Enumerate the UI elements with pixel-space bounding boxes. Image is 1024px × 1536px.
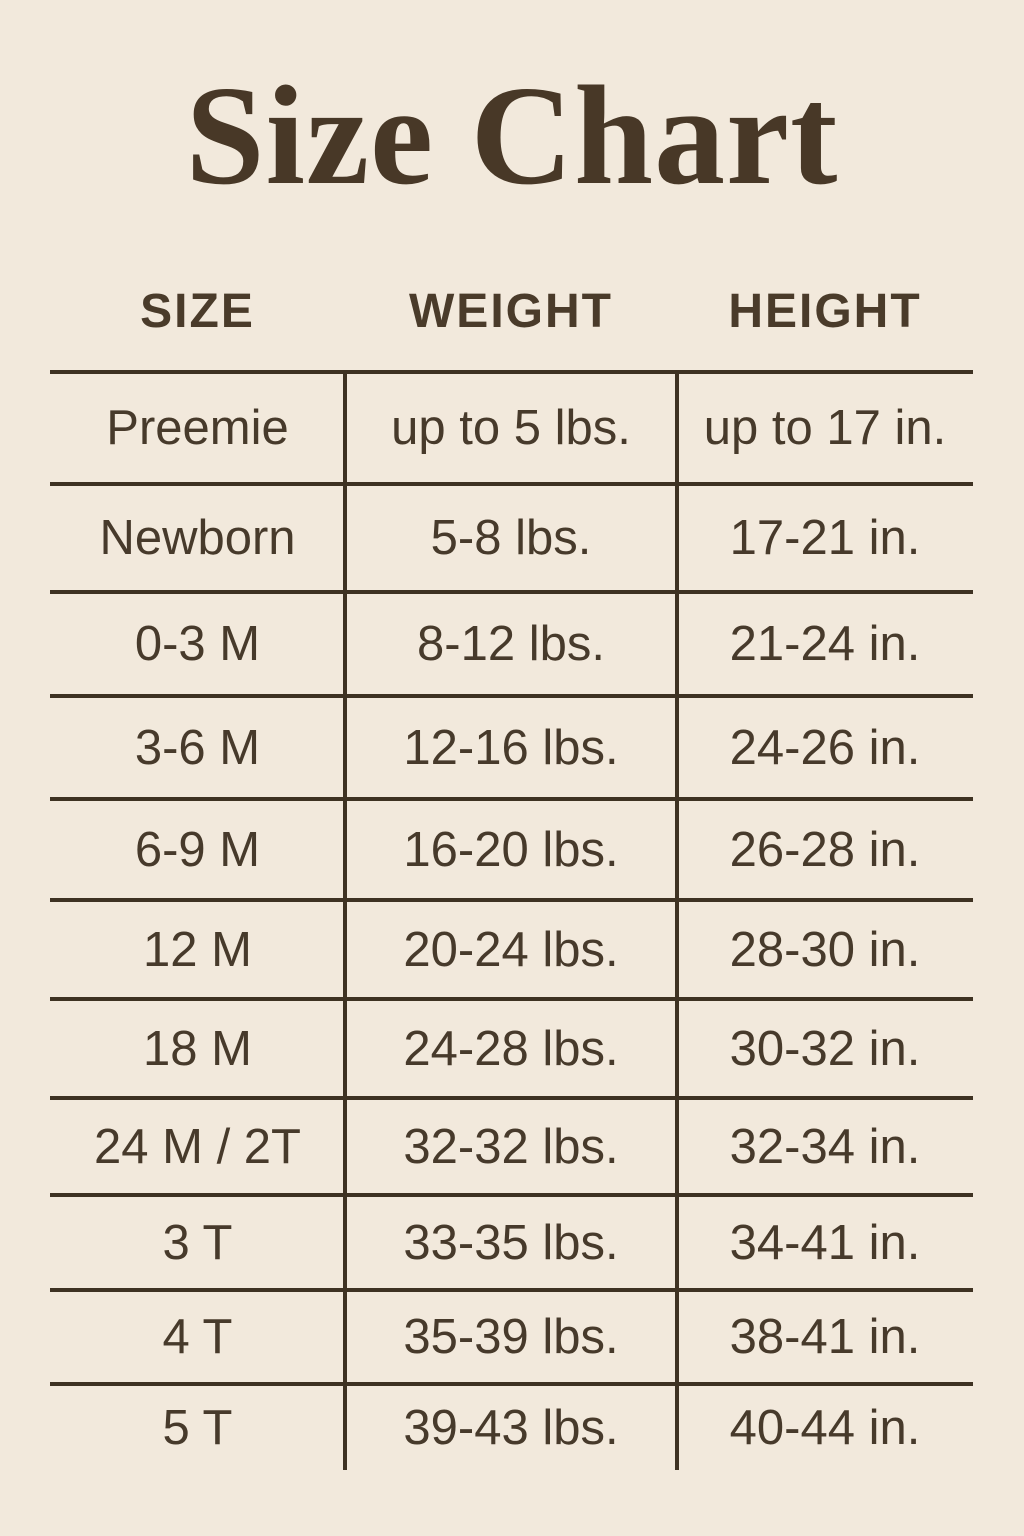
table-row bbox=[50, 797, 973, 898]
height-cell: 30-32 in. bbox=[729, 1021, 921, 1076]
column-header-size: SIZE bbox=[140, 284, 255, 338]
column-divider-size-weight bbox=[343, 370, 347, 1470]
weight-cell: 12-16 lbs. bbox=[403, 720, 619, 775]
column-header-weight: WEIGHT bbox=[409, 284, 613, 338]
height-cell: 24-26 in. bbox=[729, 720, 921, 775]
page-title: Size Chart bbox=[185, 56, 839, 214]
size-cell: Preemie bbox=[106, 401, 289, 455]
weight-cell: 33-35 lbs. bbox=[403, 1215, 619, 1270]
weight-cell: 24-28 lbs. bbox=[403, 1021, 619, 1076]
size-cell: 18 M bbox=[143, 1021, 252, 1076]
weight-cell: 32-32 lbs. bbox=[403, 1119, 619, 1174]
table-row bbox=[50, 1288, 973, 1382]
column-header-height: HEIGHT bbox=[728, 284, 922, 338]
size-cell: 24 M / 2T bbox=[94, 1119, 301, 1174]
weight-cell: 16-20 lbs. bbox=[403, 822, 619, 877]
size-cell: 12 M bbox=[143, 922, 252, 977]
weight-cell: 39-43 lbs. bbox=[403, 1401, 619, 1455]
size-cell: Newborn bbox=[99, 511, 296, 565]
table-row bbox=[50, 590, 973, 694]
size-cell: 4 T bbox=[162, 1310, 233, 1364]
height-cell: 32-34 in. bbox=[729, 1119, 921, 1174]
weight-cell: 35-39 lbs. bbox=[403, 1310, 619, 1364]
table-row bbox=[50, 482, 973, 590]
table-row bbox=[50, 1193, 973, 1288]
table-row bbox=[50, 997, 973, 1096]
weight-cell: 20-24 lbs. bbox=[403, 922, 619, 977]
height-cell: 17-21 in. bbox=[729, 511, 921, 565]
table-row bbox=[50, 898, 973, 997]
table-row bbox=[50, 370, 973, 482]
height-cell: 21-24 in. bbox=[729, 617, 921, 671]
height-cell: up to 17 in. bbox=[703, 401, 947, 455]
weight-cell: 8-12 lbs. bbox=[417, 617, 605, 671]
weight-cell: up to 5 lbs. bbox=[391, 401, 631, 455]
weight-cell: 5-8 lbs. bbox=[430, 511, 592, 565]
column-divider-weight-height bbox=[675, 370, 679, 1470]
height-cell: 28-30 in. bbox=[729, 922, 921, 977]
table-row bbox=[50, 1382, 973, 1470]
size-cell: 6-9 M bbox=[134, 822, 261, 877]
table-row bbox=[50, 694, 973, 797]
size-cell: 3-6 M bbox=[134, 720, 261, 775]
height-cell: 38-41 in. bbox=[729, 1310, 921, 1364]
size-cell: 3 T bbox=[162, 1215, 233, 1270]
size-cell: 0-3 M bbox=[134, 617, 261, 671]
table-row bbox=[50, 1096, 973, 1193]
size-cell: 5 T bbox=[162, 1401, 233, 1455]
height-cell: 40-44 in. bbox=[729, 1401, 921, 1455]
height-cell: 34-41 in. bbox=[729, 1215, 921, 1270]
size-chart-table bbox=[50, 370, 973, 1470]
table-header-row bbox=[50, 282, 973, 340]
height-cell: 26-28 in. bbox=[729, 822, 921, 877]
